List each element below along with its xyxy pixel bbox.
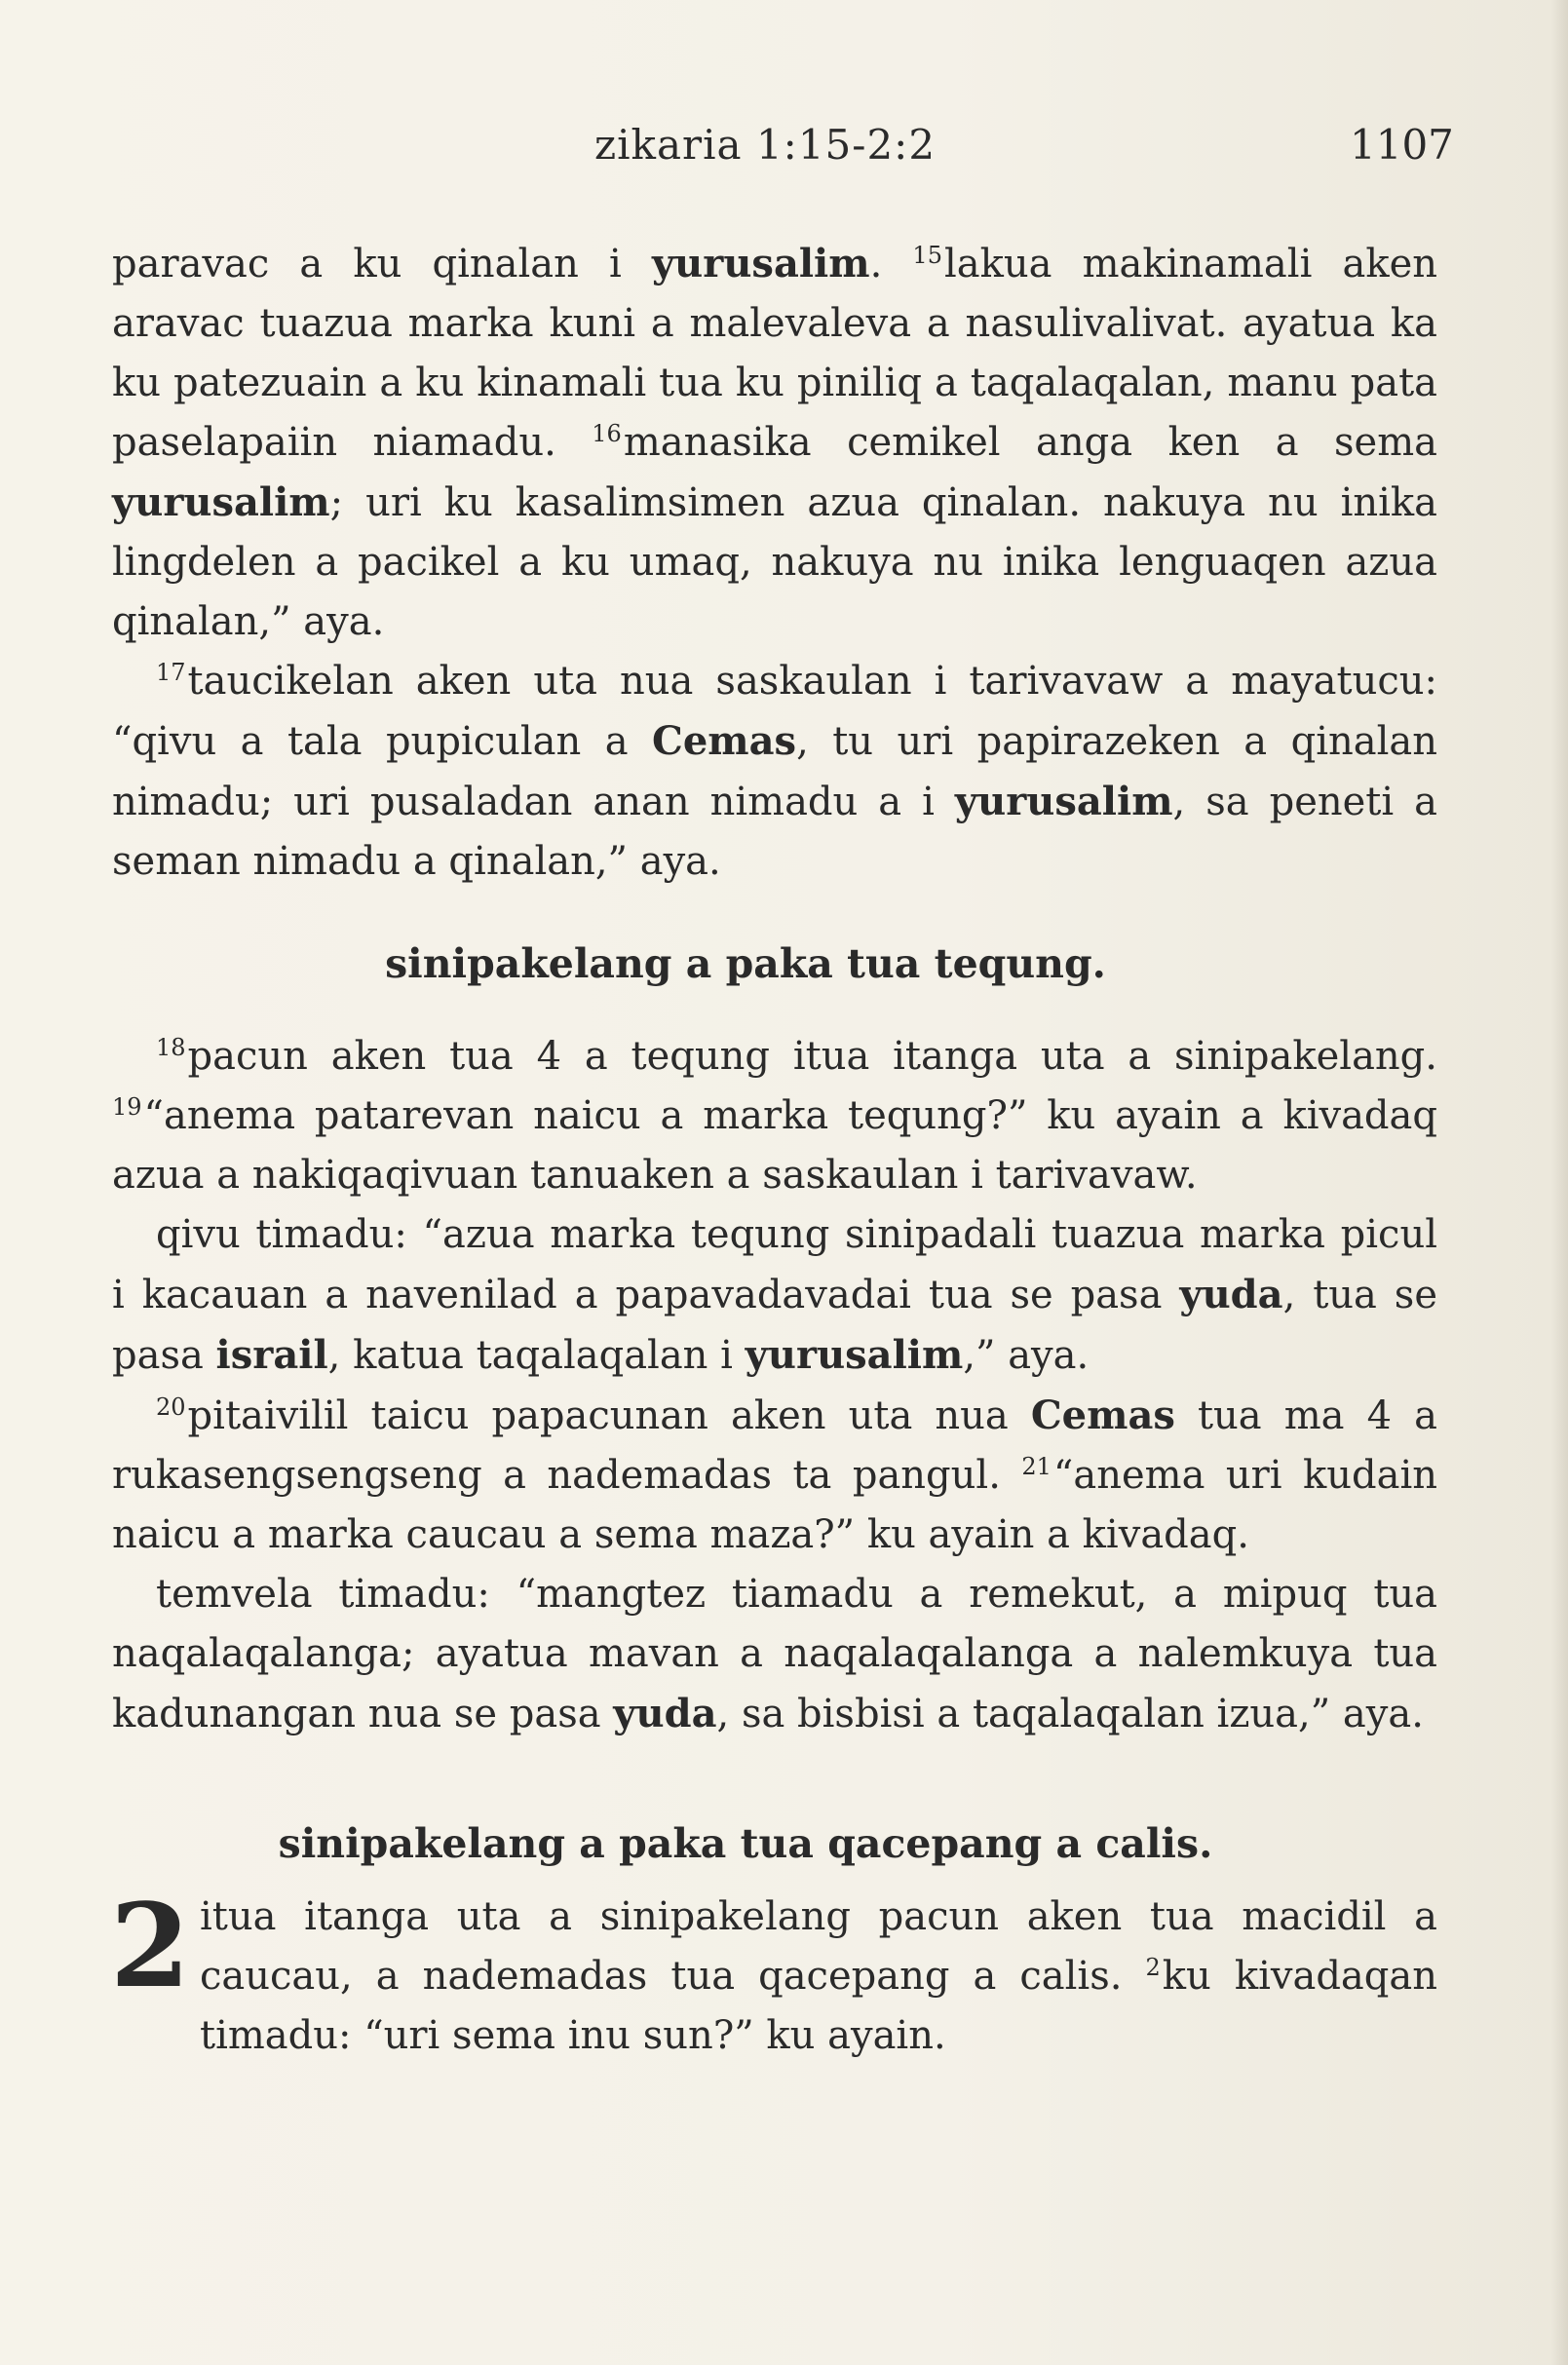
place-name: yurusalim xyxy=(745,1332,964,1378)
verse-number: 15 xyxy=(912,242,942,269)
place-name: yurusalim xyxy=(112,479,330,525)
verse-text: , sa peneti a seman nimadu a qinalan,” aya. xyxy=(112,780,1437,884)
verse-text: , tua se pasa xyxy=(112,1273,1437,1378)
verse-text: tua ma 4 a rukasengsengseng a nademadas ta pangul. xyxy=(112,1393,1437,1498)
paragraph-v15-16 xyxy=(112,234,1437,652)
verse-text: , tu uri papirazeken a qinalan nimadu; uri pusaladan anan nimadu a i xyxy=(112,719,1437,824)
verse-text: manasika cemikel anga ken a sema xyxy=(623,420,1437,465)
paragraph-v21b xyxy=(112,1565,1437,1744)
verse-text: , katua taqalaqalan i xyxy=(327,1333,746,1378)
divine-name: Cemas xyxy=(1030,1392,1175,1438)
page-edge-shadow xyxy=(1550,0,1568,2365)
verse-text: ,” aya. xyxy=(963,1333,1090,1378)
verse-text: taucikelan aken uta nua saskaulan i tarivavaw a mayatucu: “qivu a tala pupiculan a xyxy=(112,659,1437,764)
verse-text: pacun aken tua 4 a tequng itua itanga uta a sinipakelang. xyxy=(187,1034,1437,1079)
verse-text: . xyxy=(869,242,913,286)
verse-number: 2 xyxy=(1145,1954,1161,1981)
section-heading: sinipakelang a paka tua qacepang a calis. xyxy=(278,1820,1213,1867)
verse-number: 17 xyxy=(156,659,186,686)
verse-number: 16 xyxy=(592,420,622,447)
place-name: israil xyxy=(215,1332,328,1378)
verse-number: 18 xyxy=(156,1034,186,1061)
paragraph-v18-19 xyxy=(112,1027,1437,1205)
paragraph-ch2 xyxy=(110,1878,1437,2066)
divine-name: Cemas xyxy=(652,718,797,764)
verse-text: “anema patarevan naicu a marka tequng?” ku ayain a kivadaq azua a nakiqaqivuan tanuaken a saskaulan i tarivavaw. xyxy=(112,1093,1437,1198)
verse-text: ku kivadaqan timadu: “uri sema inu sun?” ku ayain. xyxy=(200,1954,1437,2058)
verse-number: 20 xyxy=(156,1393,186,1421)
text-body xyxy=(112,234,1437,2066)
verse-text: , sa bisbisi a taqalaqalan izua,” aya. xyxy=(716,1692,1424,1736)
verse-text: temvela timadu: “mangtez tiamadu a remekut, a mipuq tua naqalaqalanga; ayatua mavan a naqalaqalanga a nalemkuya tua kadunangan nua se pasa xyxy=(112,1572,1437,1736)
verse-number: 21 xyxy=(1021,1453,1052,1480)
running-header xyxy=(0,121,1568,179)
chapter-2-block xyxy=(110,1878,1437,2066)
verse-text: lakua makinamali aken aravac tuazua marka kuni a malevaleva a nasulivalivat. ayatua ka ku patezuain a ku kinamali tua ku piniliq a taqalaqalan, manu pata paselapaiin niamadu. xyxy=(112,242,1437,465)
place-name: yuda xyxy=(613,1691,717,1736)
verse-text: paravac a ku qinalan i xyxy=(112,242,652,286)
paragraph-v19b xyxy=(112,1205,1437,1386)
verse-text: “anema uri kudain naicu a marka caucau a sema maza?” ku ayain a kivadaq. xyxy=(112,1453,1437,1557)
chapter-number: 2 xyxy=(110,1878,191,2013)
verse-number: 19 xyxy=(112,1093,142,1121)
paragraph-v17 xyxy=(112,652,1437,892)
verse-text: ; uri ku kasalimsimen azua qinalan. nakuya nu inika lingdelen a pacikel a ku umaq, nakuya nu inika lenguaqen azua qinalan,” aya. xyxy=(112,480,1437,644)
section-heading: sinipakelang a paka tua tequng. xyxy=(385,940,1106,987)
place-name: yurusalim xyxy=(651,241,870,286)
place-name: yuda xyxy=(1179,1272,1283,1317)
verse-text: pitaivilil taicu papacunan aken uta nua xyxy=(187,1393,1031,1438)
running-title: zikaria 1:15-2:2 xyxy=(594,121,937,169)
paragraph-v20-21 xyxy=(112,1386,1437,1565)
page-number: 1107 xyxy=(1350,121,1454,169)
verse-text: qivu timadu: “azua marka tequng sinipadali tuazua marka picul i kacauan a navenilad a papavadavadai tua se pasa xyxy=(112,1212,1437,1317)
place-name: yurusalim xyxy=(954,779,1173,824)
verse-text: itua itanga uta a sinipakelang pacun aken tua macidil a caucau, a nademadas tua qacepang a calis. xyxy=(200,1894,1437,1999)
